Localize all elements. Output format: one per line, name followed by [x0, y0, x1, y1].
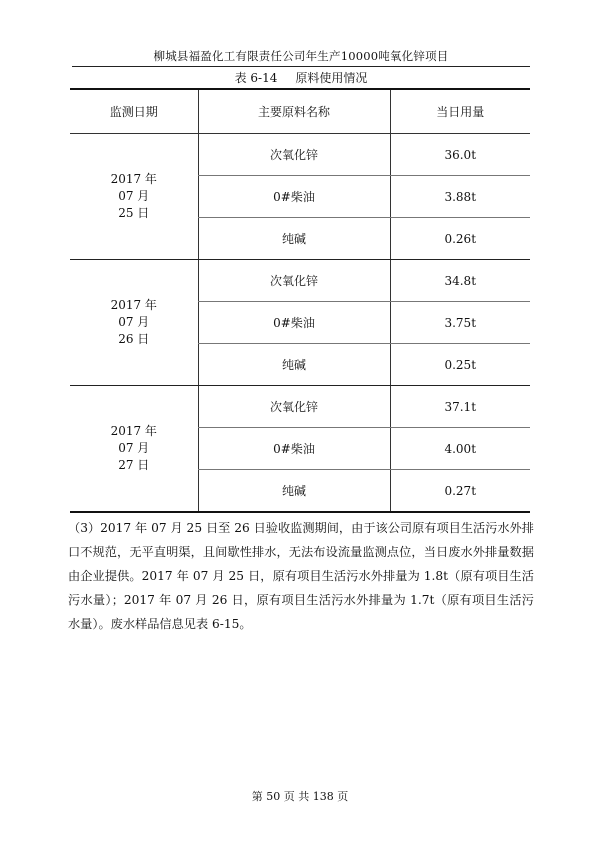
material-cell: 次氧化锌 [198, 134, 390, 176]
material-cell: 0#柴油 [198, 428, 390, 470]
date-day: 26 日 [118, 332, 150, 346]
header-rule [72, 66, 530, 67]
material-cell: 纯碱 [198, 344, 390, 386]
date-cell [70, 260, 198, 386]
material-cell: 0#柴油 [198, 176, 390, 218]
amount-cell: 4.00t [390, 428, 530, 470]
table-header-row [70, 89, 530, 134]
table-caption-title: 原料使用情况 [295, 71, 368, 85]
column-header-date: 监测日期 [70, 89, 198, 134]
amount-cell: 0.26t [390, 218, 530, 260]
amount-cell: 0.27t [390, 470, 530, 513]
amount-cell: 34.8t [390, 260, 530, 302]
material-cell: 纯碱 [198, 470, 390, 513]
date-month: 07 月 [118, 441, 150, 455]
amount-cell: 0.25t [390, 344, 530, 386]
body-text [68, 516, 534, 636]
column-header-material: 主要原料名称 [198, 89, 390, 134]
table-row [70, 386, 530, 428]
date-year: 2017 年 [110, 172, 157, 186]
amount-cell: 37.1t [390, 386, 530, 428]
table-caption-number: 表 6-14 [234, 71, 278, 85]
date-year: 2017 年 [110, 298, 157, 312]
date-day: 25 日 [118, 206, 150, 220]
table-row [70, 134, 530, 176]
raw-material-table [70, 88, 530, 513]
table-caption [72, 69, 530, 86]
table-row [70, 260, 530, 302]
page-footer: 第 50 页 共 138 页 [251, 790, 349, 803]
material-cell: 0#柴油 [198, 302, 390, 344]
amount-cell: 3.75t [390, 302, 530, 344]
date-cell [70, 386, 198, 513]
column-header-amount: 当日用量 [390, 89, 530, 134]
date-cell [70, 134, 198, 260]
date-month: 07 月 [118, 189, 150, 203]
material-cell: 次氧化锌 [198, 260, 390, 302]
amount-cell: 3.88t [390, 176, 530, 218]
amount-cell: 36.0t [390, 134, 530, 176]
date-day: 27 日 [118, 458, 150, 472]
body-paragraph: （3）2017 年 07 月 25 日至 26 日验收监测期间，由于该公司原有项目生活污水外排口不规范，无平直明渠，且间歇性排水，无法布设流量监测点位，当日废水外排量数据由企业提供。2017 年 07 月 25 日，原有项目生活污水外排量为 1.8t（原有项目生活污水量）；2017 年 07 月 26 日，原有项目生活污水外排量为 1.7t（原有项目生活污水量）。废水样品信息见表 6-15。 [68, 521, 534, 631]
date-month: 07 月 [118, 315, 150, 329]
material-cell: 纯碱 [198, 218, 390, 260]
page-header: 柳城县福盈化工有限责任公司年生产10000吨氧化锌项目 [153, 49, 449, 63]
date-year: 2017 年 [110, 424, 157, 438]
material-cell: 次氧化锌 [198, 386, 390, 428]
